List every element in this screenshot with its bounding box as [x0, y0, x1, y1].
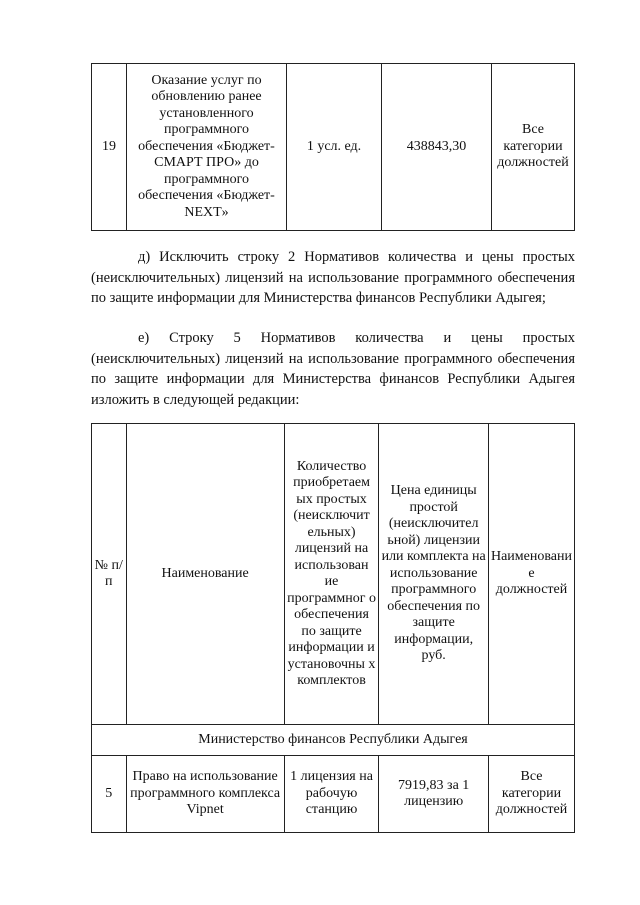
name-cell: Оказание услуг по обновлению ранее установленного программного обеспечения «Бюджет-СМАРТ ПРО» до программного обеспечения «Бюджет-NEXT»	[127, 64, 287, 231]
header-num: № п/п	[92, 424, 127, 725]
section-title: Министерство финансов Республики Адыгея	[92, 725, 575, 756]
header-quantity: Количество приобретаем ых простых (неисключит ельных) лицензий на использован ие программног о обеспечения по защите информации и установочны х комплектов	[284, 424, 379, 725]
price-cell: 438843,30	[382, 64, 492, 231]
license-table-bottom	[91, 423, 575, 833]
row-number-cell: 19	[92, 64, 127, 231]
paragraph-e: е) Строку 5 Нормативов количества и цены простых (неисключительных) лицензий на использование программного обеспечения по защите информации для Министерства финансов Республики Адыгея изложить в следующей редакции:	[91, 330, 575, 408]
price-cell: 7919,83 за 1 лицензию	[379, 756, 489, 833]
header-positions: Наименовани е должностей	[488, 424, 574, 725]
header-name: Наименование	[126, 424, 284, 725]
name-cell: Право на использование программного комплекса Vipnet	[126, 756, 284, 833]
table-row	[92, 756, 575, 833]
positions-cell: Все категории должностей	[492, 64, 575, 231]
quantity-cell: 1 лицензия на рабочую станцию	[284, 756, 379, 833]
header-price: Цена единицы простой (неисключител ьной) лицензии или комплекта на использование программного обеспечения по защите информации, руб.	[379, 424, 489, 725]
quantity-cell: 1 усл. ед.	[287, 64, 382, 231]
table-row	[92, 64, 575, 231]
positions-cell: Все категории должностей	[488, 756, 574, 833]
section-row	[92, 725, 575, 756]
row-number-cell: 5	[92, 756, 127, 833]
table-header-row	[92, 424, 575, 725]
license-table-top	[91, 63, 575, 231]
paragraph-d: д) Исключить строку 2 Нормативов количества и цены простых (неисключительных) лицензий на использование программного обеспечения по защите информации для Министерства финансов Республики Адыгея;	[91, 249, 575, 306]
